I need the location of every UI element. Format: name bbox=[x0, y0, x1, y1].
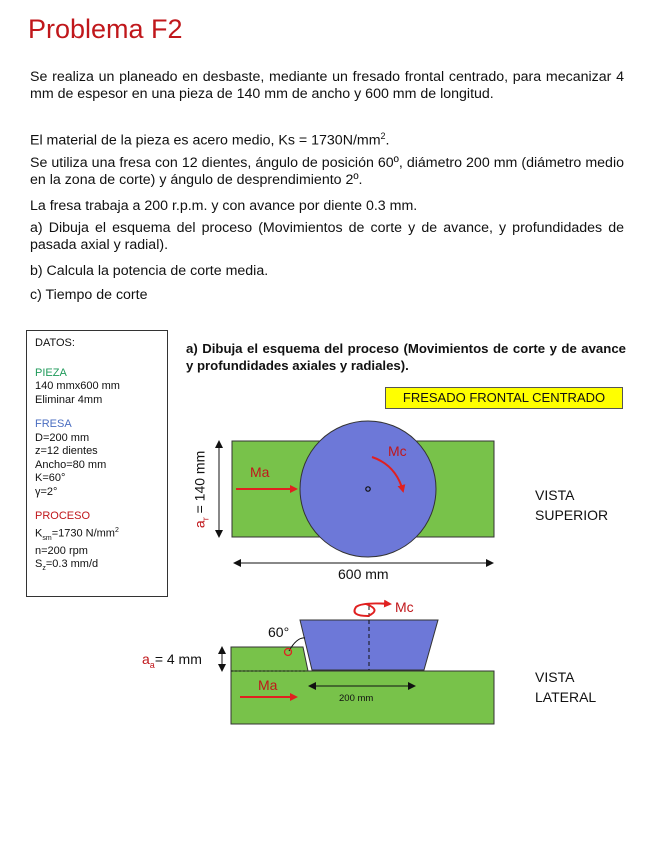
problem-paragraph-3: Se utiliza una fresa con 12 dientes, ángulo de posición 60º, diámetro 200 mm (diámetro medio en la zona de corte) y ángulo de desprendimiento 2º. bbox=[30, 155, 624, 188]
proceso-line: n=200 rpm bbox=[35, 544, 88, 557]
radial-depth-label: $a_r = 140$ mm bbox=[191, 450, 211, 529]
cutter-top bbox=[300, 421, 436, 557]
side-cutting-motion-label: Mc bbox=[395, 599, 414, 615]
workpiece-side-layer bbox=[231, 647, 308, 671]
proceso-line: $S_z=0.3$ mm/d bbox=[35, 558, 99, 573]
diameter-label: 200 mm bbox=[339, 693, 374, 704]
fresa-line: D=200 mm bbox=[35, 431, 90, 444]
fresa-line: γ=2° bbox=[35, 485, 58, 498]
fresa-line: z=12 dientes bbox=[35, 445, 98, 457]
fresa-title: FRESA bbox=[35, 418, 72, 430]
side-feed-motion-label: Ma bbox=[258, 677, 278, 693]
problem-paragraph-6: b) Calcula la potencia de corte media. bbox=[30, 263, 269, 279]
pieza-line: 140 mmx600 mm bbox=[35, 380, 120, 392]
top-view-caption-2: SUPERIOR bbox=[535, 507, 609, 523]
problem-paragraph-7: c) Tiempo de corte bbox=[30, 287, 148, 303]
scheme-heading: a) Dibuja el esquema del proceso (Movimientos de corte y de avance y profundidades axiales y radiales). bbox=[186, 341, 626, 373]
data-box-header: DATOS: bbox=[35, 337, 75, 349]
fresa-line: Ancho=80 mm bbox=[35, 458, 107, 471]
process-badge: FRESADO FRONTAL CENTRADO bbox=[385, 387, 623, 409]
cutting-motion-label: Mc bbox=[388, 443, 407, 459]
fresa-line: K=60° bbox=[35, 472, 66, 484]
pieza-line: Eliminar 4mm bbox=[35, 393, 103, 406]
pieza-title: PIEZA bbox=[35, 366, 67, 379]
top-view-caption-1: VISTA bbox=[535, 487, 575, 503]
position-angle-label: 60° bbox=[268, 624, 290, 640]
feed-motion-label: Ma bbox=[250, 464, 270, 480]
proceso-title: PROCESO bbox=[35, 510, 91, 522]
problem-paragraph-1: Se realiza un planeado en desbaste, mediante un fresado frontal centrado, para mecanizar 4 mm de espesor en una pieza de 140 mm de ancho y 600 mm de longitud. bbox=[30, 69, 624, 102]
side-view-caption-2: LATERAL bbox=[535, 689, 597, 705]
length-label: 600 mm bbox=[338, 566, 389, 582]
problem-paragraph-2: El material de la pieza es acero medio, $Ks = 1730N/mm^2$. bbox=[30, 131, 390, 149]
problem-paragraph-4: La fresa trabaja a 200 r.p.m. y con avance por diente 0.3 mm. bbox=[30, 198, 418, 214]
axial-depth-label: $a_a= 4$ mm bbox=[142, 651, 202, 670]
problem-paragraph-5: a) Dibuja el esquema del proceso (Movimientos de corte y de avance, y profundidades de pasada axial y radial). bbox=[30, 220, 624, 253]
rotation-arrow-side bbox=[355, 603, 391, 616]
side-view-caption-1: VISTA bbox=[535, 669, 575, 685]
proceso-line: $K_{sm}=1730$ $N/mm^2$ bbox=[35, 526, 119, 542]
page-title: Problema F2 bbox=[28, 14, 183, 44]
